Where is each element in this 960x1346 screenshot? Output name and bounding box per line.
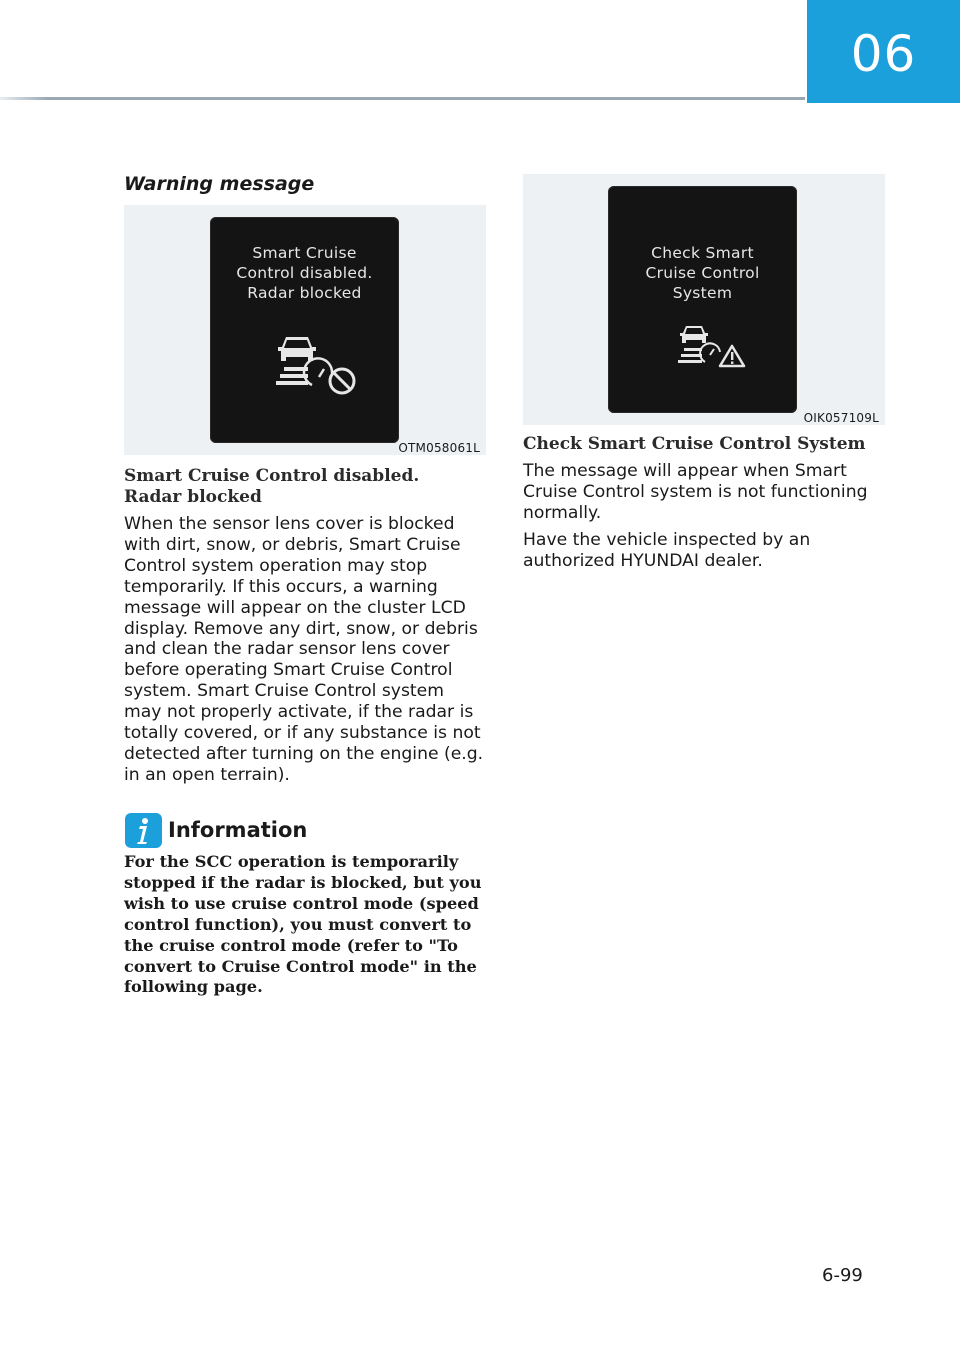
information-title: Information: [168, 818, 308, 842]
information-body: For the SCC operation is temporarily stopped if the radar is blocked, but you wish to use cruise control mode (speed control function), you must convert to the cruise control mode (refer to "To convert to Cruise Control mode" in the following page.: [124, 852, 482, 997]
paragraph-radar-blocked: When the sensor lens cover is blocked with dirt, snow, or debris, Smart Cruise Control system operation may stop temporarily. If this occurs, a warning message will appear on the cluster LCD display. Remove any dirt, snow, or debris and clean the radar sensor lens cover before operating Smart Cruise Control system. Smart Cruise Control system may not properly activate, if the radar is totally covered, or if any substance is not detected after turning on the engine (e.g. in an open terrain).: [124, 514, 484, 785]
figure-check-system: [523, 174, 885, 425]
heading-radar-blocked: Smart Cruise Control disabled. Radar blocked: [124, 466, 420, 507]
section-title: Warning message: [124, 173, 315, 195]
figure-code: OTM058061L: [398, 441, 480, 455]
page-number: 6-99: [822, 1265, 863, 1286]
chapter-tab: 06: [807, 0, 960, 103]
paragraph-dealer: Have the vehicle inspected by an authorized HYUNDAI dealer.: [523, 530, 811, 571]
figure-code: OIK057109L: [803, 411, 879, 425]
cluster-display: [210, 217, 399, 443]
figure-radar-blocked: [124, 205, 486, 455]
display-message: Smart Cruise Control disabled. Radar blocked: [236, 244, 373, 302]
radar-blocked-icon: [272, 329, 362, 399]
display-message: Check Smart Cruise Control System: [645, 244, 760, 302]
scc-warning-icon: [678, 322, 758, 372]
information-icon: [125, 813, 162, 848]
paragraph-check-system: The message will appear when Smart Cruise Control system is not functioning normally.: [523, 461, 868, 523]
cluster-display: [608, 186, 797, 413]
header-rule: [0, 97, 805, 100]
heading-check-system: Check Smart Cruise Control System: [523, 434, 866, 454]
